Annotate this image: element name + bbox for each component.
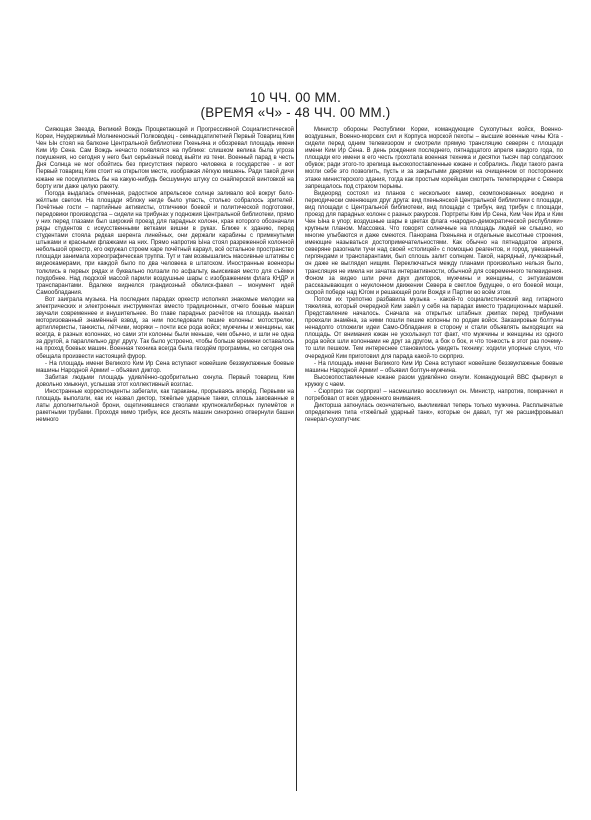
- column-divider: [296, 119, 297, 791]
- right-column: [305, 127, 563, 424]
- paragraph: Погода выдалась отменная, радостное апрельское солнце заливало всё вокруг бело-жёлтым светом. На площади яблоку негде было упасть, столько собралось зрителей. Почётные гости – партийные активисты, отличники боевой и политической подготовки, передовики производства – сидели на трибунах у подножия Центральной библиотеки, прямо у них перед глазами был широкий проезд для парадных колонн, края которого обозначали ряды студентов с искусственными ветками вишни в руках. Ближе к зданию, перед студентами стояла редкая шеренга линейных, они держали карабины с примкнутыми штыками и красными флажками на них. Прямо напротив Ына стоял разреженной колонной небольшой оркестр, его окружал строем каре почётный караул, всё остальное пространство площади занимала хореографическая труппа. Тут и там возвышались массивные штативы с видеокамерами, при каждой было по два человека в штатском. Иностранные военкоры толклись в первых рядах и буквально ползали по асфальту, выискивая место для съёмки поудобнее. Над людской массой парили воздушные шары с изображением флага КНДР и транспарантами. Вдалеке виднелся грандиозный обелиск-факел – монумент идей Самообладания.: [36, 190, 294, 296]
- paragraph: Вот заиграла музыка. На последних парадах оркестр исполнял знакомые мелодии на электрических и электронных инструментах вместо традиционных, отчего боевые марши звучали современнее и внушительнее. Во главе парадных расчётов на площадь выехал моторизованный знамённый взвод, за ним последовали пешие колонны: мотострелки, артиллеристы, танкисты, лётчики, моряки – почти все рода войск; мужчины и женщины, как всегда, в разных колоннах, но сами эти колонны были меньше, чем обычно, и шли не одна за другой, а параллельно друг другу. Так было устроено, чтобы больше времени оставалось на проход боевых машин. Военная техника всегда была гвоздём программы, но сегодня она обещала произвести настоящий фурор.: [36, 296, 294, 360]
- paragraph: - На площадь имени Великого Ким Ир Сена вступают новейшие беззвукпажные боевые машины Народной Армии! – объявил диктор.: [36, 360, 294, 374]
- paragraph: Иностранные корреспонденты забегали, как тараканы, прорываясь вперёд. Первыми на площадь выползли, как их назвал диктор, тяжёлые ударные танки, сплошь закованные в латы дополнительной брони, ощетинившиеся стволами крупнокалиберных пулемётов и ракетными трубами. Проходя мимо трибун, все десять машин синхронно отвернули башни немного: [36, 388, 294, 424]
- paragraph: Видеоряд состоял из планов с нескольких камер, скомпонованных воедино и периодически сменяющих друг друга: вид пхеньянской Центральной библиотеки с площади, вид площади с Центральной библиотеки, вид площади с трибун, вид трибун с площади, проезд для парадных колонн с разных ракурсов. Портреты Ким Ир Сена, Ким Чен Ира и Ким Чен Ына в упор; воздушные шары в цветах флага «народно-демократической республики» крупным планом. Массовка. Что говорят солнечные на площадь людей не слышно, но многие улыбаются и даже смеются. Панорама Пхеньяна и отдельные высотные строения, имеющие называться достопримечательностями. Как обычно на пятнадцатое апреля, северяне разогнали тучи над своей «столицей» с помощью реагентов, и город, увешанный гирляндами и транспарантами, был сплошь залит солнцем. Такой, нарядный, лучезарный, он даже не выглядел нищим. Переключаться между планами произвольно нельзя было, трансляция не имела ни зачатка интерактивности, обычной для современного телевидения. Фоном за видео шли речи двух дикторов, мужчины и женщины, с энтузиазмом рассказывающих о неуклонном движении Севера в светлое будущее, о его боевой мощи, скорой победе над Югом и решающей роли Вождя и Партии во всём этом.: [305, 190, 563, 296]
- paragraph: Дикторша заткнулась окончательно, выкликивал теперь только мужчина. Расплывчатые определения типа «тяжёлый ударный танк», которые он давал, тут же расшифровывал генерал-сухопутчик:: [305, 403, 563, 424]
- heading-time: 10 ЧЧ. 00 ММ.: [249, 90, 342, 105]
- paragraph: Сияющая Звезда, Великий Вождь Процветающей и Прогрессивной Социалистической Кореи, Неудержимый Молниеносный Полководец - семнадцатилетний Первый Товарищ Ким Чен Ын стоял на балконе Центральной библиотеки Пхеньяна и обозревал площадь имени Ким Ир Сена. Сам Вождь нечасто появлялся на публике: слишком велика была угроза покушения, но сегодня у него был серьёзный повод выйти из тени. Военный парад в честь Дня Солнца не мог обойтись без присутствия первого человека в государстве - и вот Первый товарищ Ким стоит на открытом месте, изображая лёгкую мишень. Ради такой дичи южане не поскупились бы на какую-нибудь бесшумную штуку со снайперской винтовкой на борту или даже целую ракету.: [36, 127, 294, 190]
- paragraph: - На площадь имени Великого Ким Ир Сена вступают новейшие беззвукпажные боевые машины Народной Армии! – объявил болтун-мужчина.: [305, 360, 563, 374]
- paragraph: - Сюрприз так сюрприз! – насмешливо воскликнул он. Министр, напротив, помрачнел и потребовал от всех удвоенного внимания.: [305, 388, 563, 402]
- paragraph: Забитая людьми площадь удивлённо-одобрительно охнула. Первый товарищ Ким довольно хмыкнул, услышав этот коллективный возглас.: [36, 374, 294, 388]
- paragraph: Министр обороны Республики Кореи, командующие Сухопутных войск, Военно-воздушных, Военно-морских сил и Корпуса морской пехоты – высшие военные чины Юга - сидели перед одним телевизором и смотрели прямую трансляцию северян с площади имени Ким Ир Сена. В день рождения последнего, пятнадцатого апреля каждого года, по площади его имени в его честь грохотала военная техника и десятки тысяч пар солдатских обувок; ради этого-то зрелища высокопоставленные южане и собрались. Люди такого ранга могли себе это позволить, пусть и за закрытыми дверями на очищенном от посторонних этаже министерского здания, тогда как простым корейцам смотреть телепередачи с Севера запрещалось под страхом тюрьмы.: [305, 127, 563, 190]
- paragraph: Потом их трепотню разбавила музыка - какой-то социалистический вид гитарного тяжеляка, который очередной Ким завёл у себя на парадах вместо традиционных маршей. Представление началось. Сначала на открытых штабных джипах перед трибунами проехали знамёна, за ними пошли пешие колонны по родам войск. Заказировые болтуны ненадолго отложили идеи Само-Обладания в сторону и стали объявлять выходящих на площадь. От внимания южан не ускользнул тот факт, что мужчины и женщины из одного рода войск шли колоннами не друг за другом, а бок о бок, и что тонкость в этот раз почему-то шли пешком. Тем интереснее становилось увидеть технику: ходили упорные слухи, что очередной Ким приготовил для парада какой-то сюрприз.: [305, 296, 563, 360]
- left-column: [36, 127, 294, 424]
- chapter-heading: [0, 90, 591, 120]
- paragraph: Высокопоставленные южане разом удивлённо охнули. Командующий ВВС фыркнул в кружку с чаем.: [305, 374, 563, 388]
- heading-countdown: (ВРЕМЯ «Ч» - 48 ЧЧ. 00 ММ.): [200, 105, 391, 120]
